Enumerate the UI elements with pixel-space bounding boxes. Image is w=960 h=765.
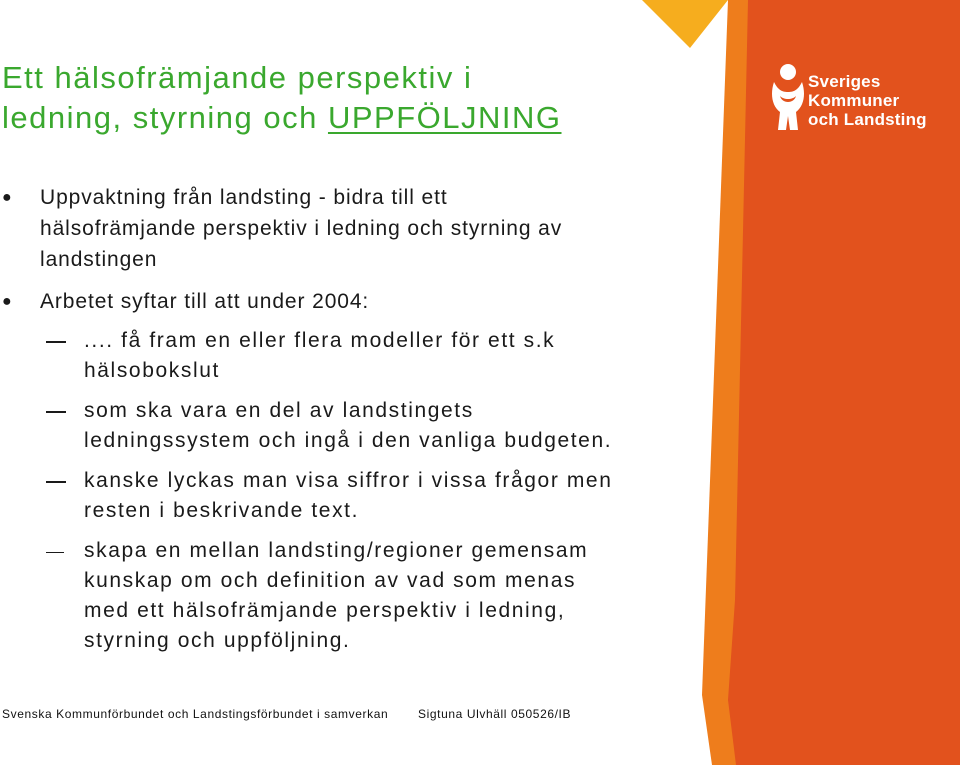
sub-item: skapa en mellan landsting/regioner gemensam kunskap om och definition av vad som menas med ett hälsofrämjande perspektiv i ledning, styrning och uppföljning. [84,536,724,656]
dash-icon [46,552,64,553]
logo-figure-icon [768,62,808,132]
dash-icon [46,341,66,343]
title-emphasis: UPPFÖLJNING [327,100,562,135]
yellow-stripe [642,0,728,48]
bullet-dot-icon: ● [2,293,13,310]
sub-item: .... få fram en eller flera modeller för ett s.k hälsobokslut [84,326,724,386]
logo-wordmark: Sveriges Kommuner och Landsting [808,72,927,129]
footer-organization: Svenska Kommunförbundet och Landstingsförbundet i samverkan [2,707,389,721]
sub-item: kanske lyckas man visa siffror i vissa frågor men resten i beskrivande text. [84,466,724,526]
bullet-dot-icon: ● [2,189,13,206]
title-line-1: Ett hälsofrämjande perspektiv i [2,60,473,95]
footer-reference: Sigtuna Ulvhäll 050526/IB [418,707,572,721]
dash-icon [46,481,66,483]
sub-item: som ska vara en del av landstingets ledningssystem och ingå i den vanliga budgeten. [84,396,724,456]
bullet-item: ● Arbetet syftar till att under 2004: [40,286,720,317]
dash-icon [46,411,66,413]
slide-title [2,58,702,138]
bullet-item: ● Uppvaktning från landsting - bidra till ett hälsofrämjande perspektiv i ledning och styrning av landstingen [40,182,720,275]
title-line-2-prefix: ledning, styrning och [2,100,328,135]
